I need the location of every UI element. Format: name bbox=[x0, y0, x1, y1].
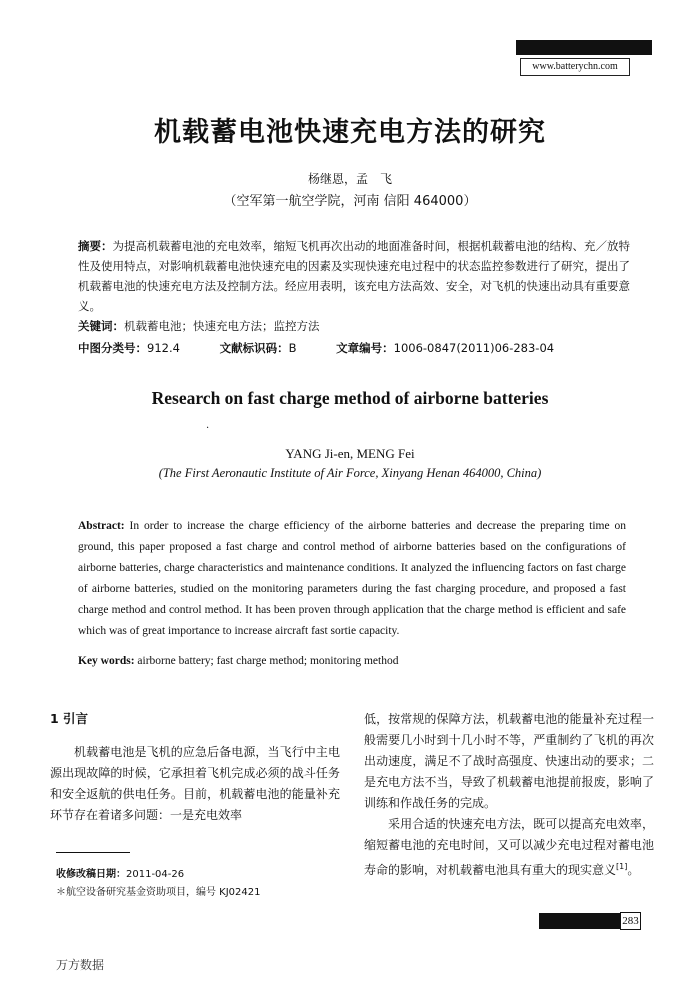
authors-cn: 杨继恩，孟 飞 bbox=[307, 172, 392, 186]
body-column-left bbox=[50, 742, 340, 826]
section-heading-intro: 1 引言 bbox=[50, 711, 89, 726]
doc-code-label: 文献标识码： bbox=[219, 341, 289, 355]
keywords-en bbox=[78, 655, 398, 667]
body-paragraph-text: 采用合适的快速充电方法，既可以提高充电效率，缩短蓄电池的充电时间，又可以减少充电过程对蓄电池寿命的影响，对机载蓄电池具有重大的现实意义 bbox=[364, 817, 654, 877]
authors-en: YANG Ji-en, MENG Fei bbox=[285, 446, 415, 461]
keywords-cn-label: 关键词： bbox=[78, 319, 124, 333]
journal-url[interactable]: www.batterychn.com bbox=[520, 58, 630, 76]
page-number: 283 bbox=[620, 912, 641, 930]
body-paragraph: 低，按常规的保障方法，机载蓄电池的能量补充过程一般需要几小时到十几小时不等，严重制约了飞机的再次出动速度，满足不了战时高强度、快速出动的要求；二是充电方法不当，导致了机载蓄电池提前报废，影响了训练和作战任务的完成。 bbox=[364, 712, 654, 810]
classification-row bbox=[78, 340, 590, 356]
article-id-value: 1006-0847(2011)06-283-04 bbox=[393, 341, 555, 355]
abstract-en bbox=[78, 516, 626, 642]
stray-dot: . bbox=[206, 420, 210, 431]
title-cn: 机载蓄电池快速充电方法的研究 bbox=[154, 117, 546, 148]
clc-value: 912.4 bbox=[147, 341, 180, 355]
abstract-cn-label: 摘要： bbox=[78, 239, 113, 253]
body-column-right bbox=[364, 709, 654, 881]
title-en: Research on fast charge method of airborne batteries bbox=[151, 388, 549, 408]
affiliation-en: (The First Aeronautic Institute of Air Force, Xinyang Henan 464000, China) bbox=[158, 466, 542, 480]
footnote-received bbox=[56, 865, 184, 880]
body-paragraph bbox=[364, 814, 654, 881]
keywords-en-label: Key words: bbox=[78, 655, 135, 667]
body-paragraph: 机载蓄电池是飞机的应急后备电源，当飞行中主电源出现故障的时候，它承担着飞机完成必须的战斗任务和安全返航的供电任务。目前，机载蓄电池的能量补充环节存在着诸多问题：一是充电效率 bbox=[50, 745, 340, 822]
header-bar bbox=[516, 40, 652, 55]
footnote-rule bbox=[56, 852, 130, 853]
page-number-bar bbox=[539, 913, 620, 929]
doc-code-value: B bbox=[288, 341, 297, 355]
source-watermark: 万方数据 bbox=[56, 958, 105, 972]
abstract-cn-text: 为提高机载蓄电池的充电效率，缩短飞机再次出动的地面准备时间，根据机载蓄电池的结构、充／放特性及使用特点，对影响机载蓄电池快速充电的因素及实现快速充电过程中的状态监控参数进行了研究，提出了机载蓄电池的快速充电方法及控制方法。经应用表明，该充电方法高效、安全，对飞机的快速出动具有重要意义。 bbox=[78, 239, 630, 313]
received-label: 收修改稿日期： bbox=[56, 869, 126, 880]
citation-ref[interactable]: [1] bbox=[616, 862, 628, 871]
footnote-funding: ＊航空设备研究基金资助项目，编号 KJ02421 bbox=[56, 887, 261, 898]
received-date: 2011-04-26 bbox=[126, 869, 185, 880]
abstract-cn bbox=[78, 236, 630, 336]
keywords-cn-text: 机载蓄电池；快速充电方法；监控方法 bbox=[124, 319, 320, 333]
keywords-en-text: airborne battery; fast charge method; monitoring method bbox=[134, 655, 399, 667]
abstract-en-label: Abstract: bbox=[78, 520, 125, 532]
article-id-label: 文章编号： bbox=[336, 341, 394, 355]
affiliation-cn: （空军第一航空学院，河南 信阳 464000） bbox=[223, 194, 477, 209]
clc-label: 中图分类号： bbox=[78, 341, 147, 355]
body-paragraph-end: 。 bbox=[627, 863, 640, 877]
abstract-en-text: In order to increase the charge efficiency of the airborne batteries and decrease the preparing time on ground, this paper proposed a fast charge and control method of airborne batteries based on the configurations of airborne batteries, charge characteristics and maintenance conditions. It analyzed the influencing factors on fast charge of airborne batteries, studied on the monitoring parameters during the fast charging procedure, and proposed a fast charge method and control method. It has been proven through application that the charge method is efficient and safe which was of great importance to increase aircraft fast sortie capacity. bbox=[78, 520, 626, 637]
